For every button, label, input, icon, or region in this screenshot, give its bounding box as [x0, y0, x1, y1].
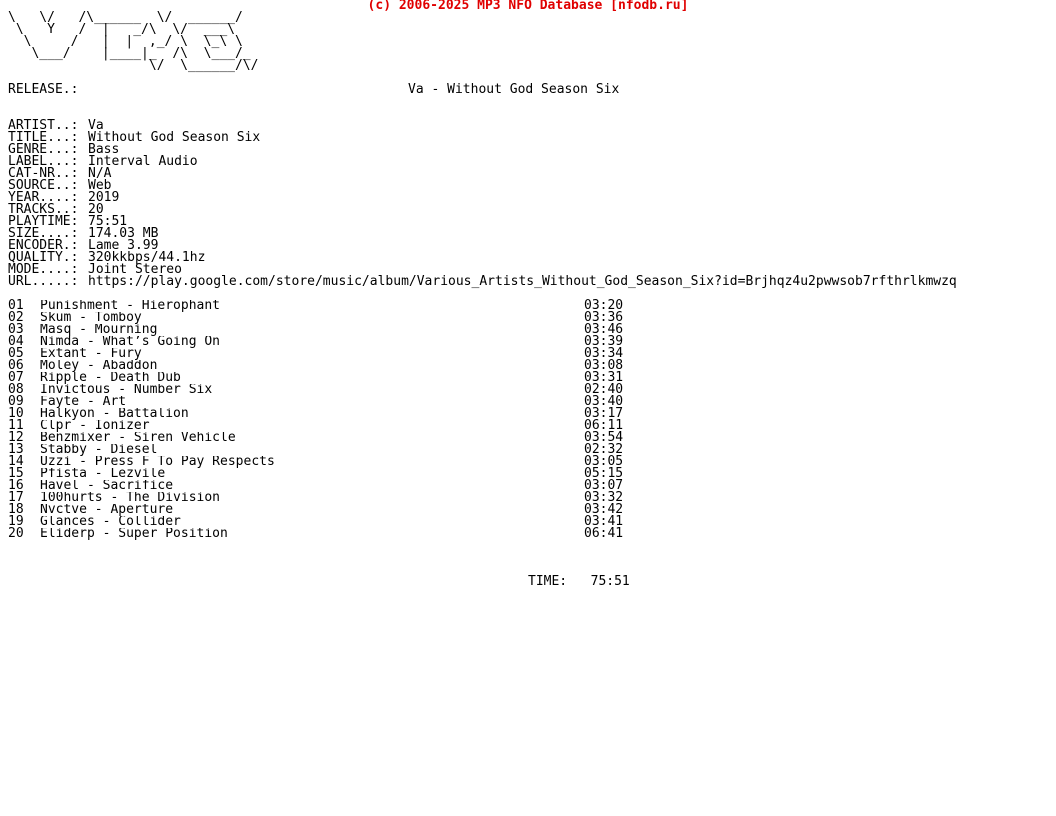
track-row — [8, 516, 957, 528]
spacer — [8, 540, 957, 564]
track-row — [8, 480, 957, 492]
field-row — [8, 156, 957, 168]
field-value: 75:51 — [88, 214, 128, 229]
track-row — [8, 528, 957, 540]
track-duration: 03:42 — [584, 502, 624, 517]
release-label: RELEASE.: — [8, 82, 79, 97]
field-row — [8, 204, 957, 216]
track-number: 06 — [8, 358, 24, 373]
track-duration: 05:15 — [584, 466, 624, 481]
track-row — [8, 420, 957, 432]
track-number: 20 — [8, 526, 24, 541]
track-title: Masq - Mourning — [40, 324, 158, 336]
field-row — [8, 180, 957, 192]
field-label: URL.....: — [8, 274, 79, 289]
track-title: Invictous - Number Six — [40, 384, 213, 396]
track-row — [8, 312, 957, 324]
field-row — [8, 276, 957, 288]
track-duration: 02:32 — [584, 442, 624, 457]
track-title: Stabby - Diesel — [40, 444, 158, 456]
track-row — [8, 300, 957, 312]
track-number: 08 — [8, 382, 24, 397]
track-title: Uzzi - Press F To Pay Respects — [40, 456, 275, 468]
total-time-label: TIME: — [528, 574, 568, 589]
track-title: Fayte - Art — [40, 396, 127, 408]
field-value: Bass — [88, 142, 120, 157]
track-title: Eliderp - Super Position — [40, 528, 228, 540]
track-title: Halkyon - Battalion — [40, 408, 189, 420]
field-label: YEAR....: — [8, 190, 79, 205]
track-duration: 03:07 — [584, 478, 624, 493]
field-value: Without God Season Six — [88, 130, 261, 145]
track-number: 15 — [8, 466, 24, 481]
field-row — [8, 192, 957, 204]
track-duration: 03:05 — [584, 454, 624, 469]
track-number: 13 — [8, 442, 24, 457]
track-row — [8, 336, 957, 348]
release-fields — [8, 120, 957, 288]
track-duration: 03:34 — [584, 346, 624, 361]
field-label: CAT-NR..: — [8, 166, 79, 181]
track-row — [8, 492, 957, 504]
track-title: Clpr - Ionizer — [40, 420, 150, 432]
field-value: N/A — [88, 166, 112, 181]
track-number: 09 — [8, 394, 24, 409]
field-value: 2019 — [88, 190, 120, 205]
track-title: Ripple - Death Dub — [40, 372, 181, 384]
track-number: 04 — [8, 334, 24, 349]
track-number: 14 — [8, 454, 24, 469]
track-duration: 03:54 — [584, 430, 624, 445]
release-value: Va - Without God Season Six — [408, 82, 620, 97]
track-duration: 03:08 — [584, 358, 624, 373]
track-number: 02 — [8, 310, 24, 325]
track-title: Nvctve - Aperture — [40, 504, 174, 516]
field-row — [8, 132, 957, 144]
field-label: ARTIST..: — [8, 118, 79, 133]
field-value: 320kkbps/44.1hz — [88, 250, 206, 265]
field-label: SIZE....: — [8, 226, 79, 241]
field-label: SOURCE..: — [8, 178, 79, 193]
track-duration: 03:40 — [584, 394, 624, 409]
track-title: Glances - Collider — [40, 516, 181, 528]
track-duration: 03:46 — [584, 322, 624, 337]
track-row — [8, 384, 957, 396]
track-number: 19 — [8, 514, 24, 529]
field-value: 20 — [88, 202, 104, 217]
field-value: 174.03 MB — [88, 226, 159, 241]
track-row — [8, 360, 957, 372]
field-value: Lame 3.99 — [88, 238, 159, 253]
track-title: Havel - Sacrifice — [40, 480, 174, 492]
ascii-logo: \ \/ /\______ \/ ______/ \ Y / | _/\ \/ ___\ \ / | | ,_/ \ \_\ \ \___/ |____|_ /\ \___/_ \/ \______/\/ — [8, 10, 259, 73]
track-duration: 03:39 — [584, 334, 624, 349]
field-label: GENRE...: — [8, 142, 79, 157]
spacer — [8, 564, 957, 576]
nfo-content — [8, 84, 957, 588]
track-row — [8, 432, 957, 444]
track-title: Pfista - Lezvile — [40, 468, 166, 480]
track-number: 12 — [8, 430, 24, 445]
field-value: Interval Audio — [88, 154, 198, 169]
track-number: 18 — [8, 502, 24, 517]
track-number: 17 — [8, 490, 24, 505]
field-value: Web — [88, 178, 112, 193]
track-duration: 06:41 — [584, 526, 624, 541]
track-title: Punishment - Hierophant — [40, 300, 221, 312]
field-label: LABEL...: — [8, 154, 79, 169]
total-time-line — [8, 576, 957, 588]
track-duration: 03:20 — [584, 298, 624, 313]
field-value: Joint Stereo — [88, 262, 182, 277]
track-number: 03 — [8, 322, 24, 337]
release-line — [8, 84, 957, 96]
track-row — [8, 456, 957, 468]
track-title: Skum - Tomboy — [40, 312, 142, 324]
track-row — [8, 372, 957, 384]
track-title: Nimda - What’s Going On — [40, 336, 221, 348]
track-duration: 03:32 — [584, 490, 624, 505]
track-number: 07 — [8, 370, 24, 385]
track-row — [8, 348, 957, 360]
track-duration: 03:36 — [584, 310, 624, 325]
field-value: https://play.google.com/store/music/album/Various_Artists_Without_God_Season_Six?id=Brjhqz4u2pwwsob7rfthrlkmwzq — [88, 274, 957, 289]
track-title: Moley - Abaddon — [40, 360, 158, 372]
field-label: QUALITY.: — [8, 250, 79, 265]
spacer — [8, 96, 957, 120]
track-duration: 03:31 — [584, 370, 624, 385]
track-duration: 03:17 — [584, 406, 624, 421]
track-title: 100hurts - The Division — [40, 492, 221, 504]
copyright-notice: (c) 2006-2025 MP3 NFO Database [nfodb.ru] — [367, 0, 689, 13]
tracklist — [8, 300, 957, 540]
track-number: 11 — [8, 418, 24, 433]
track-title: Extant - Fury — [40, 348, 142, 360]
track-duration: 02:40 — [584, 382, 624, 397]
track-row — [8, 504, 957, 516]
field-label: TRACKS..: — [8, 202, 79, 217]
field-label: ENCODER.: — [8, 238, 79, 253]
track-row — [8, 444, 957, 456]
track-row — [8, 396, 957, 408]
field-label: MODE....: — [8, 262, 79, 277]
track-row — [8, 324, 957, 336]
track-number: 05 — [8, 346, 24, 361]
field-value: Va — [88, 118, 104, 133]
total-time-value: 75:51 — [590, 574, 630, 589]
field-label: PLAYTIME: — [8, 214, 79, 229]
track-number: 01 — [8, 298, 24, 313]
track-title: Benzmixer - Siren Vehicle — [40, 432, 236, 444]
field-label: TITLE...: — [8, 130, 79, 145]
track-duration: 03:41 — [584, 514, 624, 529]
track-duration: 06:11 — [584, 418, 624, 433]
field-row — [8, 168, 957, 180]
track-row — [8, 408, 957, 420]
track-row — [8, 468, 957, 480]
track-number: 16 — [8, 478, 24, 493]
track-number: 10 — [8, 406, 24, 421]
spacer — [8, 288, 957, 300]
